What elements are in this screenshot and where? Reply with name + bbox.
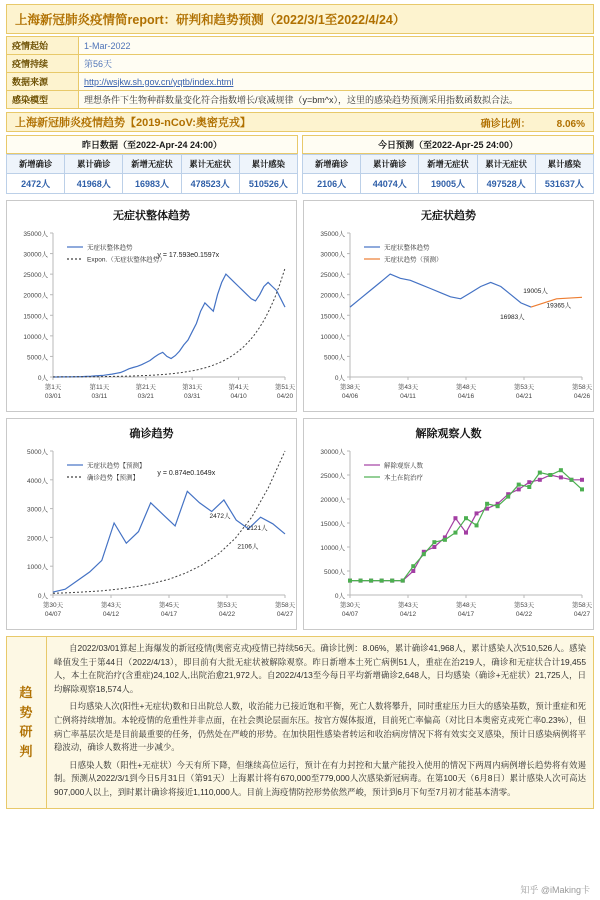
svg-text:04/22: 04/22 xyxy=(515,611,533,618)
col-new-asymptomatic: 新增无症状 xyxy=(123,155,181,174)
svg-text:第31天: 第31天 xyxy=(182,384,203,391)
svg-text:04/20: 04/20 xyxy=(276,393,294,400)
meta-table xyxy=(6,36,594,109)
svg-text:5000人: 5000人 xyxy=(27,354,48,362)
svg-text:16983人: 16983人 xyxy=(500,314,525,322)
svg-text:第48天: 第48天 xyxy=(455,384,477,391)
val-new-confirmed: 2106人 xyxy=(303,174,361,194)
svg-text:10000人: 10000人 xyxy=(23,333,48,341)
svg-text:Expon.（无症状整体趋势）: Expon.（无症状整体趋势） xyxy=(87,256,166,264)
svg-text:04/27: 04/27 xyxy=(573,611,591,618)
col-new-confirmed: 新增确诊 xyxy=(303,155,361,174)
svg-text:无症状趋势（预测）: 无症状趋势（预测） xyxy=(384,256,443,264)
svg-text:第58天: 第58天 xyxy=(274,602,295,609)
svg-text:35000人: 35000人 xyxy=(23,231,48,238)
svg-text:19365人: 19365人 xyxy=(546,302,572,310)
svg-text:第21天: 第21天 xyxy=(135,384,156,391)
meta-row xyxy=(7,73,594,91)
col-total-confirmed: 累计确诊 xyxy=(65,155,123,174)
svg-text:25000人: 25000人 xyxy=(320,473,345,480)
page-title: 上海新冠肺炎疫情简report：研判和趋势预测（2022/3/1至2022/4/24） xyxy=(6,4,594,34)
val-new-confirmed: 2472人 xyxy=(7,174,65,194)
svg-text:第58天: 第58天 xyxy=(571,602,592,609)
svg-text:5000人: 5000人 xyxy=(27,449,48,456)
svg-text:第58天: 第58天 xyxy=(571,384,592,391)
yesterday-caption: 昨日数据（至2022-Apr-24 24:00） xyxy=(6,135,298,154)
val-total-asymptomatic: 497528人 xyxy=(477,174,535,194)
svg-text:15000人: 15000人 xyxy=(320,313,345,321)
svg-text:无症状整体趋势: 无症状整体趋势 xyxy=(384,244,430,252)
svg-text:第30天: 第30天 xyxy=(42,602,64,609)
meta-key: 感染模型 xyxy=(7,91,79,109)
col-total-asymptomatic: 累计无症状 xyxy=(181,155,239,174)
val-total-confirmed: 41968人 xyxy=(65,174,123,194)
chart-canvas xyxy=(7,441,295,629)
val-total-asymptomatic: 478523人 xyxy=(181,174,239,194)
val-new-asymptomatic: 16983人 xyxy=(123,174,181,194)
chart-title: 无症状整体趋势 xyxy=(113,210,190,222)
svg-text:解除观察人数: 解除观察人数 xyxy=(384,462,423,470)
svg-text:03/11: 03/11 xyxy=(91,393,108,400)
col-new-asymptomatic: 新增无症状 xyxy=(419,155,477,174)
meta-value-start: 1-Mar-2022 xyxy=(79,37,594,55)
svg-text:15000人: 15000人 xyxy=(320,521,345,528)
today-table xyxy=(302,154,594,194)
meta-row xyxy=(7,37,594,55)
table-header-row xyxy=(303,155,594,174)
confirm-ratio-value: 8.06% xyxy=(556,118,585,130)
svg-text:10000人: 10000人 xyxy=(320,333,345,341)
svg-text:04/06: 04/06 xyxy=(341,393,359,400)
meta-row xyxy=(7,91,594,109)
confirm-ratio-label: 确诊比例： xyxy=(480,118,531,130)
svg-text:30000人: 30000人 xyxy=(23,251,48,259)
confirm-ratio xyxy=(481,115,585,130)
chart-asymptomatic-forecast xyxy=(303,200,594,412)
chart-canvas xyxy=(7,223,295,411)
svg-text:0人: 0人 xyxy=(37,375,48,382)
svg-text:04/12: 04/12 xyxy=(399,611,417,618)
source-link[interactable]: http://wsjkw.sh.gov.cn/yqtb/index.html xyxy=(84,76,234,87)
report-page xyxy=(0,4,600,900)
svg-text:第53天: 第53天 xyxy=(216,602,238,609)
col-total-confirmed: 累计确诊 xyxy=(361,155,419,174)
today-caption: 今日预测（至2022-Apr-25 24:00） xyxy=(302,135,594,154)
data-tables xyxy=(6,135,594,194)
svg-text:第51天: 第51天 xyxy=(274,384,295,391)
svg-text:0人: 0人 xyxy=(334,593,345,600)
svg-text:第38天: 第38天 xyxy=(339,384,361,391)
meta-value-duration: 第56天 xyxy=(79,55,594,73)
svg-text:无症状整体趋势: 无症状整体趋势 xyxy=(87,244,133,252)
svg-text:04/22: 04/22 xyxy=(218,611,236,618)
chart-canvas xyxy=(304,223,592,411)
col-total-asymptomatic: 累计无症状 xyxy=(477,155,535,174)
svg-text:第41天: 第41天 xyxy=(228,384,249,391)
svg-text:03/21: 03/21 xyxy=(137,393,154,400)
chart-title: 确诊趋势 xyxy=(129,428,174,440)
table-row xyxy=(7,174,298,194)
chart-released-observation xyxy=(303,418,594,630)
svg-text:2472人: 2472人 xyxy=(209,512,231,520)
svg-text:2121人: 2121人 xyxy=(246,524,268,532)
val-total-infected: 531637人 xyxy=(535,174,593,194)
svg-text:15000人: 15000人 xyxy=(23,313,48,321)
chart-title: 无症状趋势 xyxy=(421,210,476,222)
svg-text:04/27: 04/27 xyxy=(276,611,294,618)
svg-text:5000人: 5000人 xyxy=(324,569,345,576)
col-new-confirmed: 新增确诊 xyxy=(7,155,65,174)
chart-canvas xyxy=(304,441,592,629)
analysis-paragraph: 自2022/03/01算起上海爆发的新冠疫情(奥密克戎)疫情已持续56天。确诊比例：8.06%，累计确诊41,968人，累计感染人次510,526人。感染峰值发生于第44日（2022/4/13），即目前有大批无症状被解除观察。昨日新增本土死亡病例51人，重症在治219人，确诊和无症状合计19,455人，本土在院治疗(含重症)24,102人,出院治愈21,972人。自2022/4/13至今每日平均新增确诊2,648人，日均感染（确诊+无症状）21,725人，日均解除观察18,574人。 xyxy=(54,643,586,694)
svg-text:第1天: 第1天 xyxy=(44,384,62,391)
meta-key: 数据来源 xyxy=(7,73,79,91)
today-panel xyxy=(302,135,594,194)
svg-text:03/31: 03/31 xyxy=(184,393,201,400)
chart-title: 解除观察人数 xyxy=(415,428,482,440)
svg-text:30000人: 30000人 xyxy=(320,449,345,456)
svg-text:04/07: 04/07 xyxy=(341,611,359,618)
svg-text:04/21: 04/21 xyxy=(515,393,533,400)
svg-text:19005人: 19005人 xyxy=(523,287,548,295)
svg-text:第43天: 第43天 xyxy=(397,384,419,391)
svg-text:第53天: 第53天 xyxy=(513,384,535,391)
meta-value-source xyxy=(79,73,594,91)
svg-text:4000人: 4000人 xyxy=(27,477,48,485)
svg-text:y = 17.593e0.1597x: y = 17.593e0.1597x xyxy=(157,252,220,259)
svg-text:第45天: 第45天 xyxy=(158,602,180,609)
svg-text:04/26: 04/26 xyxy=(573,393,591,400)
svg-text:无症状趋势【预测】: 无症状趋势【预测】 xyxy=(87,462,146,470)
svg-text:20000人: 20000人 xyxy=(23,292,48,300)
meta-row xyxy=(7,55,594,73)
svg-text:第48天: 第48天 xyxy=(455,602,477,609)
chart-asymptomatic-overall xyxy=(6,200,297,412)
col-total-infected: 累计感染 xyxy=(535,155,593,174)
svg-text:3000人: 3000人 xyxy=(27,506,48,514)
svg-text:04/17: 04/17 xyxy=(160,611,178,618)
svg-text:第53天: 第53天 xyxy=(513,602,535,609)
svg-text:第11天: 第11天 xyxy=(89,384,110,391)
table-row xyxy=(303,174,594,194)
analysis-body xyxy=(47,637,593,808)
svg-text:第30天: 第30天 xyxy=(339,602,361,609)
svg-text:03/01: 03/01 xyxy=(44,393,62,400)
svg-text:25000人: 25000人 xyxy=(320,272,345,280)
svg-text:04/10: 04/10 xyxy=(230,393,247,400)
svg-text:1000人: 1000人 xyxy=(27,564,48,572)
trend-banner-title: 上海新冠肺炎疫情趋势【2019-nCoV:奥密克戎】 xyxy=(15,117,251,129)
svg-text:04/12: 04/12 xyxy=(102,611,120,618)
watermark: 知乎 @iMaking卡 xyxy=(520,885,590,895)
meta-key: 疫情起始 xyxy=(7,37,79,55)
svg-text:04/16: 04/16 xyxy=(457,393,475,400)
val-total-infected: 510526人 xyxy=(239,174,297,194)
svg-text:20000人: 20000人 xyxy=(320,497,345,504)
svg-text:25000人: 25000人 xyxy=(23,272,48,280)
svg-text:04/17: 04/17 xyxy=(457,611,475,618)
svg-text:10000人: 10000人 xyxy=(320,545,345,552)
svg-text:5000人: 5000人 xyxy=(324,354,345,362)
svg-text:35000人: 35000人 xyxy=(320,231,345,238)
svg-text:第43天: 第43天 xyxy=(100,602,122,609)
svg-text:2106人: 2106人 xyxy=(237,543,259,551)
svg-text:2000人: 2000人 xyxy=(27,535,48,543)
svg-text:确诊趋势【预测】: 确诊趋势【预测】 xyxy=(87,474,139,482)
svg-text:y = 0.874e0.1649x: y = 0.874e0.1649x xyxy=(157,470,216,477)
val-total-confirmed: 44074人 xyxy=(361,174,419,194)
svg-text:0人: 0人 xyxy=(334,375,345,382)
analysis-label: 趋 势 研 判 xyxy=(7,637,47,808)
col-total-infected: 累计感染 xyxy=(239,155,297,174)
analysis-paragraph: 日感染人数（阳性+无症状）今天有所下降，但继续高位运行，预计在有力封控和大量产能投入使用的情况下两周内病例增长趋势将有效遏制。预测从2022/3/1到今日5月31日（第91天）上海累计将有670,000至779,000人次感染新冠病毒。在第100天（6月8日）累计感染人次可高达907,000人以上，到时累计确诊将接近1,110,000人。目前上海疫情防控形势依然严峻，预计到6月下旬至7月初才能基本清零。 xyxy=(54,759,586,798)
svg-text:04/07: 04/07 xyxy=(44,611,62,618)
trend-banner xyxy=(6,112,594,132)
table-header-row xyxy=(7,155,298,174)
yesterday-panel xyxy=(6,135,298,194)
charts-grid xyxy=(6,200,594,630)
svg-text:30000人: 30000人 xyxy=(320,251,345,259)
analysis-paragraph: 日均感染人次(阳性+无症状)数和日出院总人数，收治能力已接近饱和平衡，死亡人数将攀升，同时重症压力巨大的感染基数，预计重症和死亡例将持续增加。本轮疫情的危重性并非点面，在社会舆论层面东压。按官方媒体报道，目前死亡率偏高（对比日本奥密克戎死亡率0.23%），但病亡率基层次是是目前最重要的任务，仍然处在严峻的形势。在加快阻性感染者转运和收治病房情况下将有效实交叉感染，预计日感染病例将平稳波动，确诊人数将进一步减少。 xyxy=(54,701,586,753)
chart-confirmed-trend xyxy=(6,418,297,630)
svg-text:本土在院治疗: 本土在院治疗 xyxy=(384,474,423,482)
yesterday-table xyxy=(6,154,298,194)
val-new-asymptomatic: 19005人 xyxy=(419,174,477,194)
svg-text:04/11: 04/11 xyxy=(400,393,416,400)
meta-value-model: 理想条件下生物种群数量变化符合指数增长/衰减规律（y=bm^x），这里的感染趋势预测采用指数函数拟合法。 xyxy=(79,91,594,109)
svg-text:0人: 0人 xyxy=(37,593,48,600)
analysis-section xyxy=(6,636,594,809)
meta-key: 疫情持续 xyxy=(7,55,79,73)
svg-text:第43天: 第43天 xyxy=(397,602,419,609)
svg-text:20000人: 20000人 xyxy=(320,292,345,300)
